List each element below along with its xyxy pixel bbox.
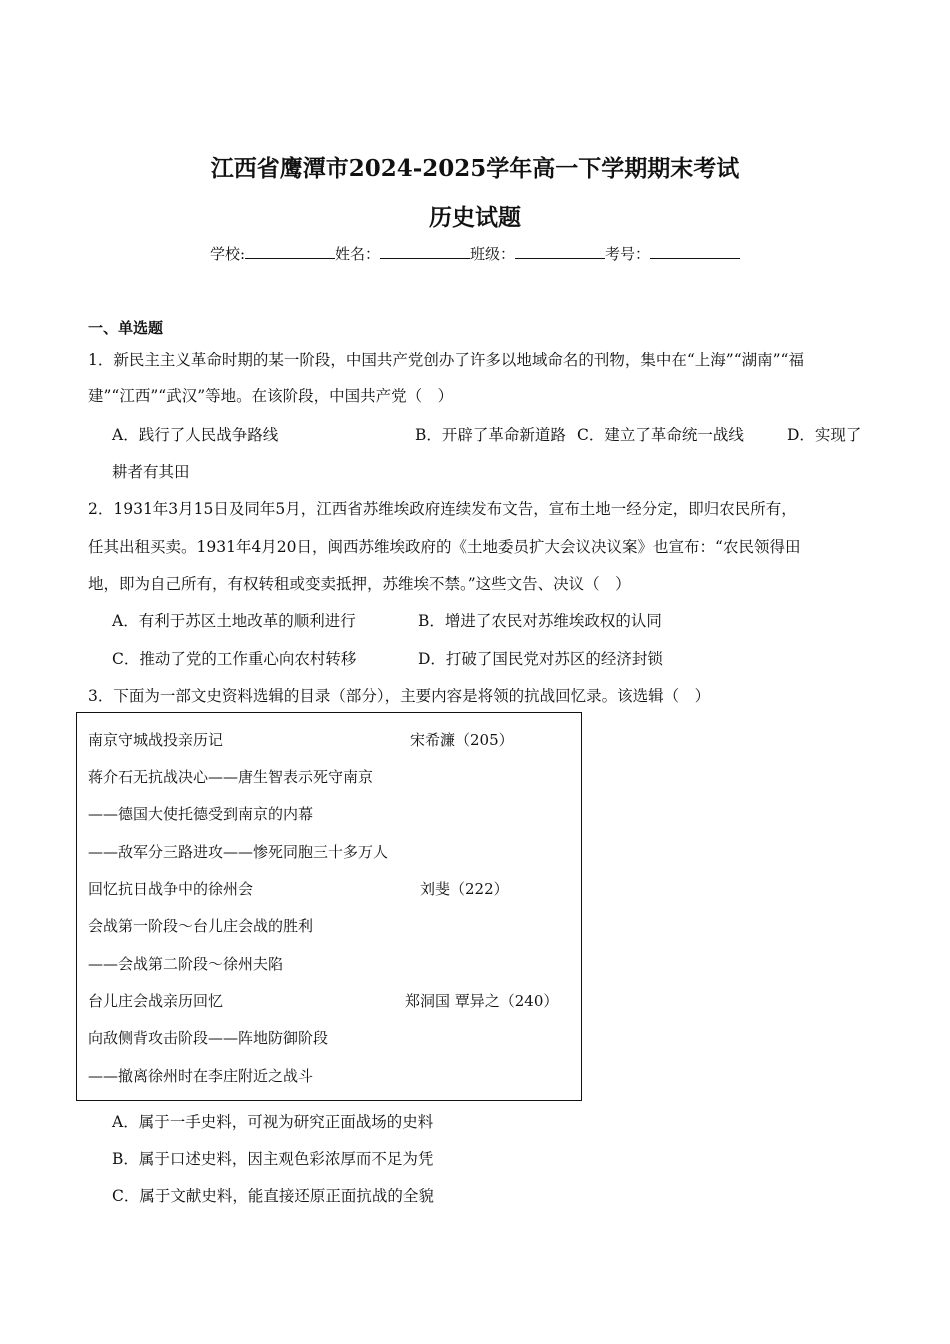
- q2-option-b: B．增进了农民对苏维埃政权的认同: [418, 612, 662, 630]
- q1-stem-line2: 建”“江西”“武汉”等地。在该阶段，中国共产党（ ）: [88, 387, 454, 405]
- number-label: 考号：: [605, 245, 651, 263]
- exam-title: 江西省鹰潭市2024-2025学年高一下学期期末考试: [210, 155, 740, 182]
- toc-entry-title: 回忆抗日战争中的徐州会: [88, 880, 254, 898]
- toc-entry-author: 刘斐（222）: [420, 880, 509, 898]
- q2-option-c: C．推动了党的工作重心向农村转移: [112, 650, 357, 668]
- number-blank: [650, 244, 740, 259]
- class-blank: [515, 244, 605, 259]
- toc-entry-title: 蒋介石无抗战决心——唐生智表示死守南京: [88, 768, 374, 786]
- q2-option-d: D．打破了国民党对苏区的经济封锁: [418, 650, 663, 668]
- toc-entry-title: 台儿庄会战亲历回忆: [88, 992, 224, 1010]
- toc-entry-title: ——会战第二阶段～徐州夫陷: [88, 955, 284, 973]
- school-label: 学校:: [209, 245, 245, 263]
- q2-stem-line2: 任其出租买卖。1931年4月20日，闽西苏维埃政府的《土地委员扩大会议决议案》也宣布：“农民领得田: [88, 538, 801, 556]
- q1-stem-line1: 1．新民主主义革命时期的某一阶段，中国共产党创办了许多以地域命名的刊物，集中在“上海”“湖南”“福: [88, 351, 804, 369]
- toc-entry-title: ——敌军分三路进攻——惨死同胞三十多万人: [88, 843, 389, 861]
- student-info-row: [0, 243, 950, 264]
- q3-stem: 3．下面为一部文史资料选辑的目录（部分），主要内容是将领的抗战回忆录。该选辑（ ）: [88, 687, 711, 705]
- exam-subtitle: 历史试题: [429, 204, 521, 231]
- q2-stem-line1: 2．1931年3月15日及同年5月，江西省苏维埃政府连续发布文告，宣布土地一经分定，即归农民所有，: [88, 500, 797, 518]
- toc-entry-title: 会战第一阶段～台儿庄会战的胜利: [88, 917, 314, 935]
- q2-option-a: A．有利于苏区土地改革的顺利进行: [112, 612, 356, 630]
- class-label: 班级：: [470, 245, 516, 263]
- q2-stem-line3: 地，即为自己所有，有权转租或变卖抵押，苏维埃不禁。”这些文告、决议（ ）: [88, 575, 631, 593]
- q3-option-b: B．属于口述史料，因主观色彩浓厚而不足为凭: [112, 1150, 434, 1168]
- q1-option-d: D．实现了: [787, 426, 862, 444]
- name-label: 姓名：: [335, 245, 381, 263]
- name-blank: [380, 244, 470, 259]
- q1-option-b: B．开辟了革命新道路: [415, 426, 566, 444]
- q3-option-a: A．属于一手史料，可视为研究正面战场的史料: [112, 1113, 434, 1131]
- q1-option-c: C．建立了革命统一战线: [577, 426, 744, 444]
- toc-entry-title: ——撤离徐州时在李庄附近之战斗: [88, 1067, 314, 1085]
- school-blank: [245, 244, 335, 259]
- toc-entry-author: 宋希濂（205）: [410, 731, 514, 749]
- q1-option-a: A．践行了人民战争路线: [112, 426, 279, 444]
- toc-entry-author: 郑洞国 覃异之（240）: [405, 992, 559, 1010]
- toc-entry-title: 向敌侧背攻击阶段——阵地防御阶段: [88, 1029, 329, 1047]
- toc-entry-title: 南京守城战投亲历记: [88, 731, 224, 749]
- q1-option-d-cont: 耕者有其田: [112, 463, 190, 481]
- section-heading: 一、单选题: [88, 319, 164, 337]
- q3-option-c: C．属于文献史料，能直接还原正面抗战的全貌: [112, 1187, 434, 1205]
- toc-entry-title: ——德国大使托德受到南京的内幕: [88, 805, 314, 823]
